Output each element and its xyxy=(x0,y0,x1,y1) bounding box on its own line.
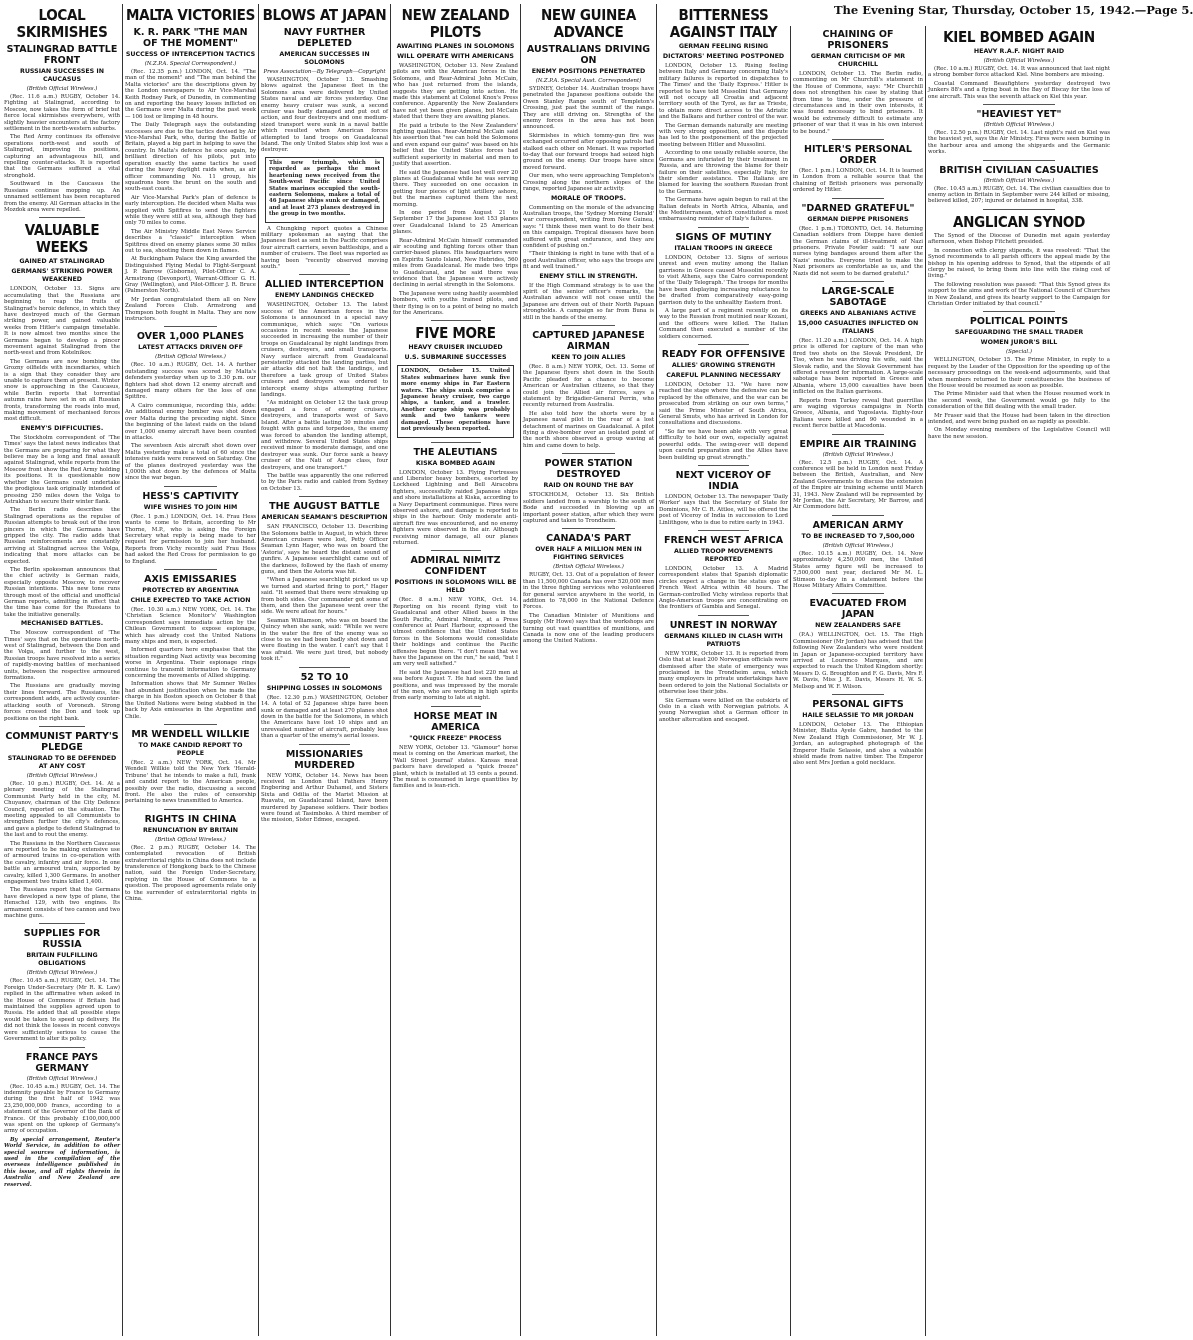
article-headline: KIEL BOMBED AGAIN xyxy=(943,28,1095,46)
article-paragraph: (Rec. 10.15 a.m.) RUGBY, Oct. 14. Now approximately 4,250,000 men, the United States army figure will be increased to 7,500,000 next year, declared Mr M. L. Stimson to-day in a statement before the House Military Affairs Committee. xyxy=(793,550,923,589)
article-deck: RENUNCIATION BY BRITAIN xyxy=(142,826,239,834)
article-deck: "QUICK FREEZE" PROCESS xyxy=(409,734,502,742)
article-paragraph: (Rec. 8 a.m.) NEW YORK, Oct. 13. Some of the Japanese flyers shot down in the South Pacific pleaded for a chance to become American or Australian citizens, so that they could join the Allied air forces, says a statement by Brigadier-General Perrin, who recently returned from Australia. xyxy=(523,364,654,409)
article-subheadline: MISSIONARIES MURDERED xyxy=(285,748,364,771)
article-deck: TO MAKE CANDID REPORT TO PEOPLE xyxy=(138,741,243,757)
divider xyxy=(164,724,216,725)
article-paragraph: In one period from August 21 to September 17 the Japanese lost 153 planes over Guadalcanal Island to 25 American planes. xyxy=(393,209,518,236)
article-deck: AWAITING PLANES IN SOLOMONS xyxy=(396,43,515,50)
divider xyxy=(299,274,350,275)
divider xyxy=(431,706,481,707)
article-deck: NEW ZEALANDERS SAFE xyxy=(815,622,901,630)
article-paragraph: Mr Fraser said that the House had been taken in the direction intended, and were being pushed on as rapidly as possible. xyxy=(928,412,1110,425)
divider xyxy=(164,809,216,810)
article-headline: BITTERNESS AGAINST ITALY xyxy=(669,6,778,41)
article-paragraph: (Rec. 10 a.m.) RUGBY, Oct. 14. A further outstanding success was scored by Malta's defenders yesterday when up to 3.30 p.m. our fighters had shot down 12 enemy aircraft and damaged many others for the loss of one Spitfire. xyxy=(125,362,256,401)
article-deck: BRITAIN FULFILLING OBLIGATIONS xyxy=(26,952,98,968)
article-paragraph: WASHINGTON, October 13. Smashing blows against the Japanese fleet in the Solomons area were delivered by United States naval and air forces yesterday. One enemy heavy cruiser was sunk, a second cruiser was badly damaged and put out of action, and four destroyers and one medium-sized transport were sunk in a naval battle which resulted when American forces attempted to land troops on Guadalcanal Island. The only United States ship lost was a destroyer. xyxy=(261,77,388,154)
article-paragraph: Our men, who were approaching Templeton's Crossing along the northern slopes of the range, reported Japanese air activity. xyxy=(523,173,654,193)
divider xyxy=(983,311,1056,312)
article-paragraph: (Rec. 1 p.m.) LONDON, Oct. 14. It is learned in London from a reliable source that the chaining of British prisoners was personally ordered by Hitler. xyxy=(793,168,923,194)
column-5 xyxy=(520,4,656,1336)
article-paragraph: (Rec. 12.5 p.m.) RUGBY, Oct. 14. A conference will be held in London next Friday between the British, Australian, and New Zealand Governments to discuss the extension of the Empire air training scheme until March 31, 1943. New Zealand will be represented by Mr Jordan, the Air Secretary, Mr Barrow, and Air Commodore Isitt. xyxy=(793,459,923,511)
column-2 xyxy=(122,4,258,1336)
article-subheadline: MR WENDELL WILLKIE xyxy=(131,728,250,740)
article-subheadline: AXIS EMISSARIES xyxy=(144,574,237,585)
article-paragraph: NEW YORK, October 13. It is reported from Oslo that at least 200 Norwegian officials were dismissed after the state of emergency was proclaimed in the Trondheim area, which many employers in private undertakings have been ordered to join the National Socialists or otherwise lose their jobs. xyxy=(659,650,788,696)
article-subheadline: NEXT VICEROY OF INDIA xyxy=(675,469,772,492)
divider xyxy=(832,694,884,695)
article-paragraph: A large part of a regiment recently on its way to the Russian front mutinied near Kozani, and the officers were killed. The Italian Command then executed a number of the soldiers concerned. xyxy=(659,308,788,340)
article-paragraph: LONDON, October 13. The Ethiopian Minister, Blatta Ayele Gabre, handed to the New Zealand High Commissioner, Mr W. J. Jordan, an autographed photograph of the Emperor Haile Selassie, and also a valuable shield made from native timber. The Emperor also sent Mrs Jordan a gold necklace. xyxy=(793,721,923,767)
divider xyxy=(299,496,350,497)
article-subheadline: ALLIED INTERCEPTION xyxy=(265,279,384,291)
article-paragraph: The Germans are now bombing the Grozny oilfields with incendiaries, which is a sign that they consider they are unable to capture them at present. Winter snow is approaching in the Caucasus, while Berlin reports that torrential autumn rains have set in on all Russian fronts, transforming the roads into mud, making movement of mechanised forces most difficult. xyxy=(4,358,120,423)
article-paragraph: Skirmishes in which tommy-gun fire was exchanged occurred after opposing patrols had stalked each other on Menari. It was reported to-day that our forward troops had seized high ground on the enemy. Our troops have since moved forward. xyxy=(523,132,654,171)
article-subheadline: EMPIRE AIR TRAINING xyxy=(799,438,917,450)
article-paragraph: Mr Jordan congratulated them all on New Zealand Forces Club. Armstrong and Thompson both fought in Malta. They are now instructors. xyxy=(125,296,256,323)
article-paragraph: If the High Command strategy is to use the spirit of the senior officer's remarks, the Australian advance will not cease until the Japanese are driven out of their North Papuan strongholds. A campaign so far from Buna is still in the hands of the enemy. xyxy=(523,282,654,321)
article-paragraph: (Rec. 10 a.m.) RUGBY, Oct. 14. It was announced that last night a strong bomber force attacked Kiel. Nine bombers are missing. xyxy=(928,66,1110,79)
article-deck: WOMEN JUROR'S BILL xyxy=(980,339,1058,347)
article-deck: SHIPPING LOSSES IN SOLOMONS xyxy=(266,684,383,692)
dateline: Press Association—By Telegraph—Copyright xyxy=(263,69,386,75)
dateline: (N.Z.P.A. Special Correspondent.) xyxy=(144,61,237,67)
article-subheadline: PERSONAL GIFTS xyxy=(812,698,904,710)
article-paragraph: The Canadian Minister of Munitions and Supply (Mr Howe) says that the workshops are turning out vast quantities of munitions, and Canada is now one of the leading producers among the United Nations. xyxy=(523,612,654,645)
boxed-paragraph: This new triumph, which is regarded as perhaps the most heartening news received from the South-west Pacific since United States marines occupied the south-eastern Solomons, makes a total of 46 Japanese ships sunk or damaged, and at least 273 planes destroyed in the group in two months. xyxy=(269,159,380,218)
article-paragraph: Reports from Turkey reveal that guerrillas are waging vigorous campaigns in North Greece, Albania, and Yugoslavia. Eighty-four Italians were killed and 90 wounded in a recent fierce battle at Macedonia. xyxy=(793,397,923,430)
article-paragraph: The Russians in the Northern Caucasus are reported to be making extensive use of armoured trains in co-operation with the cavalry, infantry and air force. In one battle an armoured train, supported by cavalry, killed 1,300 Germans. In another engagement two trains killed 1,400. xyxy=(4,840,120,885)
article-paragraph: WELLINGTON, October 15. The Prime Minister, in reply to a request by the Leader of the Opposition for the speeding up of the necessary proceedings on the week-end adjournments, said that when members returned to their constituencies the business of the House would be resumed as soon as possible. xyxy=(928,357,1110,389)
article-paragraph: (Rec. 11.6 a.m.) RUGBY, October 14. Fighting at Stalingrad, according to Moscow, now takes the form of brief but fierce local skirmishes everywhere, with slightly heavier encounters at the factory settlement in the north-western suburbs. xyxy=(4,94,120,133)
article-subheadline: FRENCH WEST AFRICA xyxy=(663,534,784,546)
article-paragraph: LONDON, October 13. Signs of serious unrest and even mutiny among the Italian garrisons in Greece caused Mussolini recently to visit Athens, says the Cairo correspondent of the 'Daily Telegraph.' The troops for months have been displaying increasing reluctance to be drafted from comparatively easy-going garrison duty to the unhealthy Eastern front. xyxy=(659,254,788,306)
article-paragraph: "So far we have been able with very great difficulty to hold our own, especially against powerful odds. The swing-over will depend upon careful preparation and the Allies have been building up great strength." xyxy=(659,428,788,461)
column-3 xyxy=(258,4,390,1336)
article-subheadline: HESS'S CAPTIVITY xyxy=(142,490,239,502)
article-deck: HEAVY R.A.F. NIGHT RAID xyxy=(973,48,1065,55)
article-deck: ENEMY POSITIONS PENETRATED xyxy=(531,68,646,75)
article-deck: GERMANS KILLED IN CLASH WITH PATRIOTS xyxy=(664,632,783,648)
boxed-paragraph: LONDON, October 15. United States submarines have sunk five more enemy ships in Far Eastern waters. The ships sunk comprise a Japanese heavy cruiser, two cargo ships, a tanker, and a trawler. Another cargo ship was probably sunk and two tankers were damaged. These operations have not previously been reported. xyxy=(401,368,510,433)
article-paragraph: He also told how the shorts were by a Japanese naval pilot in the rear of a lost detachment of marines on Guadalcanal. A pilot flying a dive-bomber over an isolated point of the north shore observed a group waving at him and came down to help. xyxy=(523,410,654,449)
article-subheadline: 52 TO 10 xyxy=(300,671,349,683)
article-subheadline: CANADA'S PART xyxy=(546,533,631,545)
article-deck: RUSSIAN SUCCESSES IN CAUCASUS xyxy=(19,68,105,83)
article-paragraph: In connection with clergy stipends, it was resolved: "That the Synod recommends to all parish officers the appeal made by the bishop in his opening address to Synod, that the stipends of all clergy be raised, to bring them into line with the rising cost of living." xyxy=(928,247,1110,280)
article-paragraph: (Rec. 12.30 p.m.) WASHINGTON, October 14. A total of 52 Japanese ships have been sunk or damaged and at least 270 planes shot down in the battle for the Solomons, in which the Americans have lost 10 ships and an unrevealed number of aircraft, probably less than a quarter of the enemy's aerial losses. xyxy=(261,694,388,740)
article-deck: 15,000 CASUALTIES INFLICTED ON ITALIANS xyxy=(797,319,919,335)
article-paragraph: Air Vice-Marshal Park's plan of defence is early interception. He decided when Malta was supplied with Spitfires to send the fighters while they were still at sea, although they had only 70 miles to come. xyxy=(125,194,256,227)
article-paragraph: STOCKHOLM, October 13. Six British soldiers landed from a warship to the south of Bodø and succeeded in blowing up an important power station, after which they were captured and taken to Trondheim. xyxy=(523,492,654,524)
divider xyxy=(698,465,750,466)
column-8 xyxy=(925,26,1112,1336)
article-headline: NEW ZEALAND PILOTS xyxy=(401,6,510,41)
article-subheadline: CAPTURED JAPANESE AIRMAN xyxy=(532,330,645,352)
article-subheadline: NAVY FURTHER DEPLETED xyxy=(283,27,366,49)
article-deck: MORALE OF TROOPS. xyxy=(550,194,627,202)
article-paragraph: Six Germans were killed on the outskirts of Oslo in a clash with Norwegian patriots. A young Norwegian shot a German officer in another altercation and escaped. xyxy=(659,697,788,723)
divider xyxy=(39,1047,85,1048)
divider xyxy=(431,550,481,551)
article-deck: AMERICAN SUCCESSES IN SOLOMONS xyxy=(279,51,370,66)
article-paragraph: (P.A.) WELLINGTON, Oct. 15. The High Commissioner (Mr Jordan) has advised that the following New Zealanders who were resident in Japan or Japanese-occupied territory have arrived at Lourenco Marques, and are expected to reach the United Kingdom shortly: Messrs D. G. Broughton and F. G. Davis, Mrs F. W. Davis, Miss J. E. Davis, Messrs H. W. S. Mellsop and W. F. Wilson. xyxy=(793,632,923,690)
article-paragraph: WASHINGTON, October 13. The latest success of the American forces in the Solomons is announced in a special navy communique, which says: "On various occasions in recent weeks the Japanese succeeded in increasing the number of their troops on Guadalcanal by night landings from cruisers, destroyers, and small transports. Navy surface aircraft from Guadalcanal persistently attacked the landing parties, but air attacks did not halt the landings, and therefore a task group of United States cruisers and destroyers was ordered to intercept enemy ships attempting further landings. xyxy=(261,302,388,399)
dateline: (British Official Wireless.) xyxy=(983,58,1055,64)
divider xyxy=(698,530,750,531)
article-paragraph: The Daily Telegraph says the outstanding successes are due to the tactics devised by Air Vice-Marshal Park, who, during the Battle of Britain, played a big part in helping to save the country. In Malta's defence he once again, by brilliant direction of his pilots, put into operation exactly the same tactics he used during the heavy daylight raids when, as air officer commanding No. 11 group, his squadrons bore the brunt on the south and south-east coasts. xyxy=(125,122,256,193)
article-paragraph: The Berlin radio describes the Stalingrad operations as the repulse of Russian attempts to break out of the iron pincers in which the Germans have gripped the city. The radio adds that Russian reinforcements are constantly arriving at Stalingrad across the Volga, indicating that more attacks can be expected. xyxy=(4,507,120,565)
article-deck: OVER HALF A MILLION MEN IN FIGHTING SERVICES xyxy=(535,546,642,562)
article-paragraph: LONDON, October 13. "We have now reached the stage where the defensive can be replaced by the offensive, and the war can be prosecuted from striking on our own terms," said the Prime Minister of South Africa, General Smuts, who has arrived in London for consultations and discussions. xyxy=(659,382,788,427)
article-deck: TO BE INCREASED TO 7,500,000 xyxy=(801,532,915,540)
divider xyxy=(164,326,216,327)
article-paragraph: (Rec. 10 p.m.) RUGBY, Oct. 14. At a plenary meeting of the Stalingrad Communist Party held in the city, M. Chuyanov, chairman of the City Defence Council, reported on the situation. The meeting appealed to all Communists to strengthen further the city's defences, and gave a pledge to defend Stalingrad to the last and to rout the enemy. xyxy=(4,780,120,839)
article-subheadline: HITLER'S PERSONAL ORDER xyxy=(804,144,912,167)
divider xyxy=(299,667,350,668)
article-paragraph: According to one usually reliable source, the Germans are infuriated by their treatment in Russia, and are throwing the blame for their failure on their satellites, especially Italy, for their slender assistance. The Italians are blamed for leaving the southern Russian front to the Germans. xyxy=(659,150,788,195)
article-deck: WIFE WISHES TO JOIN HIM xyxy=(143,503,238,511)
article-paragraph: LONDON, October 13. Flying Fortresses and Liberator heavy bombers, escorted by Lockheed Lightning and Bell Airacobra fighters, successfully raided Japanese ships and shore installations at Kiska, according to a Navy Department communique. Fires were observed ashore, and damage is reported to ships in the harbour. Only moderate anti-aircraft fire was encountered, and no enemy fighters were observed in the air. Although receiving minor damage, all our planes returned. xyxy=(393,469,518,546)
article-deck: GREEKS AND ALBANIANS ACTIVE xyxy=(799,309,917,317)
article-paragraph: Seaman Williamson, who was on board the Quincy when she sank, said: "While we were in the water the fire of the enemy was so close to us we had been badly shot down and were floating in the water. I can't say that I was afraid. We were just tired, but nobody took it." xyxy=(261,617,388,663)
divider xyxy=(39,923,85,924)
article-deck: KEEN TO JOIN ALLIES xyxy=(551,354,626,361)
dateline: (British Official Wireless.) xyxy=(26,1075,98,1082)
article-headline: BLOWS AT JAPAN xyxy=(262,6,387,24)
article-paragraph: The battle was apparently the one referred to by the Paris radio and cabled from Sydney on October 13. xyxy=(261,472,388,492)
divider xyxy=(698,615,750,616)
article-deck: STALINGRAD TO BE DEFENDED AT ANY COST xyxy=(7,754,117,770)
article-subheadline: ADMIRAL NIMITZ CONFIDENT xyxy=(410,555,501,578)
divider xyxy=(983,160,1056,161)
article-paragraph: He paid a tribute to the New Zealanders' fighting qualities. Rear-Admiral McCain said his assertion that "we can hold the Solomons and even expand our gains" was based on his belief that the United States forces had sufficient superiority in material and men to justify that assertion. xyxy=(393,122,518,168)
divider xyxy=(983,209,1056,210)
article-paragraph: LONDON, October 13. The newspaper 'Daily Worker' says that the Secretary of State for Dominions, Mr C. R. Attlee, will be offered the post of Viceroy of India in succession to Lord Linlithgow, who is due to retire early in 1943. xyxy=(659,493,788,526)
article-paragraph: (Rec. 10.45 a.m.) RUGBY, Oct. 14. The civilian casualties due to enemy action in Britain in September were 244 killed or missing, believed killed, 207; injured or detained in hospital, 338. xyxy=(928,185,1110,205)
dateline: (British Official Wireless.) xyxy=(26,86,98,92)
article-deck: PROTECTED BY ARGENTINA xyxy=(142,587,239,594)
boxed-summary xyxy=(397,365,514,437)
article-paragraph: The Russians report that the Germans have developed a new type of plane, the Henschel 129, with two engines. Its armament consists of two cannon and two machine guns. xyxy=(4,887,120,920)
divider xyxy=(832,281,884,282)
article-paragraph: The Moscow correspondent of 'The Times' says that on the operations north-west of Stalingrad, between the Don and the Volga, and further to the west, Russian troops have resolved into a series of rapidly-moving battles of mechanised units, between the respective armoured formations. xyxy=(4,630,120,682)
dateline: (British Official Wireless.) xyxy=(155,354,226,361)
article-subheadline: SUPPLIES FOR RUSSIA xyxy=(23,928,101,951)
article-paragraph: "When a Japanese searchlight picked us up we turned and started firing to port," Hager said. "It seemed that there were streaking up from both sides. Our commander got some of them, and then the Japanese went over the side. We were afloat for hours." xyxy=(261,577,388,616)
article-headline: MALTA VICTORIES xyxy=(125,6,256,24)
article-deck: ITALIAN TROOPS IN GREECE xyxy=(674,244,773,252)
article-deck: KISKA BOMBED AGAIN xyxy=(415,459,496,467)
divider xyxy=(431,442,481,443)
article-subheadline: STALINGRAD BATTLE FRONT xyxy=(6,44,118,66)
article-paragraph: (Rec. 10.45 a.m.) RUGBY, Oct. 14. The indemnity payable by France to Germany during the first half of 1942 was 23,250,000,000 francs, according to a statement of the Governor of the Bank of France. Of this probably £100,000,000 was spent on the upkeep of Germany's army of occupation. xyxy=(4,1083,120,1135)
article-subheadline: K. R. PARK "THE MAN OF THE MOMENT" xyxy=(133,27,248,49)
article-paragraph: (Rec. 2 p.m.) RUGBY, October 14. The contemplated revocation of British extraterritorial rights in China does not include transference of Hongkong back to the Chinese nation, said the Foreign Under-Secretary, replying in the House of Commons to a question. The proposed agreements relate only to the surrender of extraterritorial rights in China. xyxy=(125,844,256,902)
article-deck: LATEST ATTACKS DRIVEN OFF xyxy=(138,344,243,352)
article-subheadline: READY FOR OFFENSIVE xyxy=(661,349,786,361)
article-paragraph: The Prime Minister said that when the House resumed work in the second week, the Government would go fully to the consideration of the Bill dealing with the small trader. xyxy=(928,391,1110,411)
article-paragraph: LONDON, October 13. Rising feeling between Italy and Germany concerning Italy's military failures is reported in dispatches to 'The Times' and the 'Daily Express.' Hitler is reported to have told Mussolini that Germany will not occupy all Croatia and adjacent territory south of the Tyrol, as far as Trieste, to obtain more direct access to the Adriatic and the Balkans and further control of the war. xyxy=(659,63,788,121)
article-paragraph: He said the Japanese had lost well over 20 planes at Guadalcanal while he was serving there. They suceeded on one occasion in getting four pieces of light artillery ashore, but the marines captured them the next morning. xyxy=(393,169,518,208)
article-subheadline: BRITISH CIVILIAN CASUALTIES xyxy=(939,164,1099,176)
article-paragraph: (Rec. 10.30 a.m.) NEW YORK, Oct. 14. The 'Christian Science Monitor's' Washington correspondent says immediate action by the Chilean Government to expose espionage, which has already cost the United Nations many ships and men, is expected. xyxy=(125,607,256,646)
article-paragraph: A Chungking report quotes a Chinese military spokesman as saying that the Japanese fleet as sent in the Pacific comprises four aircraft carriers, seven battleships, and a number of cruisers. The fleet was reported as having been "recently observed moving south." xyxy=(261,225,388,270)
article-deck: POSITIONS IN SOLOMONS WILL BE HELD xyxy=(394,579,517,595)
divider xyxy=(832,139,884,140)
article-paragraph: At Buckingham Palace the King awarded the Distinguished Flying Medal to Flight-Sergeant J. P. Barrow (Gisborne), Pilot-Officer C. A. Armstrong (Devonport), Warrant-Officer G. H. Gray (Wellington), and Pilot-Officer J. R. Bruce (Palmerston North). xyxy=(125,256,256,295)
article-subheadline: THE ALEUTIANS xyxy=(413,446,498,458)
dateline: (British Official Wireless.) xyxy=(155,836,226,843)
divider xyxy=(698,227,750,228)
article-paragraph: The Red Army continues its offensive operations north-west and south of Stalingrad, improving its positions, capturing an advantageous hill, and repelling counter-attacks. It is reported that the Germans suffered a vital stronghold. xyxy=(4,134,120,179)
article-paragraph: The seventeen Axis aircraft shot down over Malta yesterday make a total of 60 since the intensive raids were renewed on Saturday. One of the planes destroyed yesterday was the 1,000th shot down by the defences of Malta since the war began. xyxy=(125,443,256,482)
divider xyxy=(562,325,614,326)
divider xyxy=(299,744,350,745)
article-paragraph: "As midnight on October 12 the task group engaged a force of enemy cruisers, destroyers, and transports west of Savo Island. After a battle lasting 30 minutes and fought with guns and torpedoes, the enemy was forced to abandon the landing attempt, and withdrew. Several United States ships received minor to moderate damage, and one destroyer was sunk. Our force sank a heavy cruiser of the Nati of Ange class, four destroyers, and one transport." xyxy=(261,400,388,471)
dateline: (British Official Wireless.) xyxy=(26,772,98,779)
page-header: The Evening Star, Thursday, October 15, 1942.—Page 5. xyxy=(834,3,1193,17)
article-deck: SAFEGUARDING THE SMALL TRADER xyxy=(954,329,1084,337)
article-paragraph: LONDON, October 13. The Berlin radio, commenting on Mr Churchill's statement in the House of Commons, says: "Mr Churchill does not strengthen his case by stating that from time to time, under the pressure of circumstances and in their own interests, it was found necessary to bind prisoners. It would be extremely difficult to estimate any prisoner of war that it was in his own interest to be bound." xyxy=(793,71,923,135)
divider xyxy=(983,104,1056,105)
article-subheadline: RIGHTS IN CHINA xyxy=(144,813,237,825)
article-paragraph: The Japanese were using hastily assembled bombers, with youths trained pilots, and their flying is on to a point of being no match for the Americans. xyxy=(393,290,518,317)
article-subheadline: POWER STATION DESTROYED xyxy=(544,458,633,481)
article-deck: SUCCESS OF INTERCEPTION TACTICS xyxy=(125,51,256,58)
article-paragraph: (Rec. 2 a.m.) NEW YORK, Oct. 14. Mr Wendell Willkie told the New York 'Herald-Tribune' that he intends to make a full, frank and candid report to the American people, possibly over the radio, discussing a second front. He also the rules of censorship pertaining to news transmitted to America. xyxy=(125,759,256,805)
divider xyxy=(562,453,614,454)
article-deck: HEAVY CRUISER INCLUDED xyxy=(408,344,503,352)
divider xyxy=(832,593,884,594)
article-subheadline: AUSTRALIANS DRIVING ON xyxy=(526,44,651,66)
dateline: (British Official Wireless.) xyxy=(553,564,624,571)
article-subheadline: OVER 1,000 PLANES xyxy=(136,331,245,343)
article-headline: FIVE MORE xyxy=(415,324,496,343)
article-paragraph: (Rec. 8 a.m.) NEW YORK, Oct. 14. Reporting on his recent flying visit to Guadalcanal and other Allied bases in the South Pacific, Admiral Nimitz, at a Press conference at Pearl Harbour, expressed the utmost confidence that the United States forces in the Solomons would consolidate their holdings and continue the Pacific offensive begun there. "I don't mean that we have the Japanese on the run," he said, "but I am very well satisfied." xyxy=(393,597,518,668)
article-headline: NEW GUINEA ADVANCE xyxy=(540,6,637,41)
dateline: (British Official Wireless.) xyxy=(983,122,1055,129)
article-subheadline: CHAINING OF PRISONERS xyxy=(822,29,894,51)
boxed-summary xyxy=(265,157,384,223)
divider xyxy=(832,515,884,516)
divider xyxy=(832,198,884,199)
article-deck: ENEMY LANDINGS CHECKED xyxy=(274,292,374,300)
article-deck: U.S. SUBMARINE SUCCESSES xyxy=(404,354,507,362)
article-deck: CAREFUL PLANNING NECESSARY xyxy=(666,372,781,380)
dateline: (British Official Wireless.) xyxy=(983,177,1055,184)
article-paragraph: WASHINGTON, October 13. New Zealand pilots are with the American forces in the Solomons, and Rear-Admiral John McCain, who has just returned from the islands, suggests they are getting into action. He made this statement at Colonel Knox's Press conference. Apparently the New Zealanders have not yet been given planes, but McCain stated that there they are awaiting planes. xyxy=(393,63,518,121)
article-paragraph: LONDON, October 13. Signs are accumulating that the Russians are beginning to reap the fruits of Stalingrad's heroic defence, in which they have destroyed much of the German striking power, and gained valuable weeks from Hitler's campaign timetable. It is now almost two months since the Germans began to develop a pincer movement against Stalingrad from the north-west and from Kotelnikov. xyxy=(4,286,120,357)
copyright-note: By special arrangement, Reuter's World Service, in addition to other special sources of information, is used in the compilation of the overseas intelligence published in this issue, and all rights therein in Australia and New Zealand are reserved. xyxy=(4,1136,120,1188)
article-headline: VALUABLE WEEKS xyxy=(24,221,100,257)
article-subheadline: "DARNED GRATEFUL" xyxy=(801,202,915,214)
article-paragraph: (Rec. 10.45 a.m.) RUGBY, Oct. 14. The Foreign Under-Secretary (Mr R. K. Law) replied in the affirmative when asked in the House of Commons if Britain had maintained the supplies agreed upon to Russia. He added that all possible steps would be taken to speed up delivery. He did not think the losses in recent convoys were sufficiently serious to cause the Government to alter its policy. xyxy=(4,978,120,1043)
article-paragraph: NEW YORK, October 13. "Glamour" horse meat is coming on the American market, the 'Wall Street Journal' states. Kansas meat packers have developed a "quick freeze" plant, which is installed at 15 cents a pound. The meat is consumed in large quantities by families and is lean-rich. xyxy=(393,744,518,790)
article-deck: HAILE SELASSIE TO MR JORDAN xyxy=(802,711,914,719)
dateline: (Special.) xyxy=(1006,349,1032,356)
dateline: (British Official Wireless.) xyxy=(822,451,894,458)
article-paragraph: SYDNEY, October 14. Australian troops have penetrated the Japanese positions outside the Owen Stanley Range south of Templeton's Crossing, just past the summit of the range. They are still driving on. Strengths of the enemy forces in the area has not been announced. xyxy=(523,86,654,131)
column-7 xyxy=(790,26,925,1336)
article-paragraph: LONDON, October 13. A Madrid correspondent states that Spanish diplomatic circles expect a change in the status quo of French West Africa within 48 hours. The German-controlled Vichy wireless reports that Anglo-American troops are concentrating on the frontiers of Gambia and Senegal. xyxy=(659,565,788,611)
article-deck: GERMANS' STRIKING POWER WEAKENED xyxy=(11,268,113,284)
article-subheadline: COMMUNIST PARTY'S PLEDGE xyxy=(5,730,119,753)
article-paragraph: RUGBY, Oct. 13. Out of a population of fewer than 11,500,000 Canada has over 520,000 men in the three fighting services who volunteered for general service anywhere in the world, in addition to 78,000 in the National Defence Forces. xyxy=(523,572,654,611)
article-deck: WILL OPERATE WITH AMERICANS xyxy=(397,53,514,60)
article-subheadline: THE AUGUST BATTLE xyxy=(269,501,380,513)
article-deck: GERMAN DIEPPE PRISONERS xyxy=(807,215,909,223)
article-deck: ENEMY'S DIFFICULTIES. xyxy=(20,424,104,432)
article-deck: ENEMY STILL IN STRENGTH. xyxy=(539,272,638,280)
article-paragraph: Rear-Admiral McCain himself commanded air scouting and fighting forces other than carrier-based planes. His headquarters were on Espiritu Santo Island, New Hebrides, 560 miles from Guadalcanal. He made two trips to Guadalcanal, and he said there was evidence that the Japanese were actively declining in aerial strength in the Solomons. xyxy=(393,237,518,289)
article-paragraph: (Rec. 12.50 p.m.) RUGBY, Oct. 14. Last night's raid on Kiel was the heaviest yet, says the Air Ministry. Fires were seen burning in the harbour area and among the shipyards and the Germanic works. xyxy=(928,130,1110,156)
divider xyxy=(164,486,216,487)
article-paragraph: (Rec. 12.35 p.m.) LONDON, Oct. 14. "The man of the moment" and "The man behind the Malta victories" are the descriptions given by the London newspapers to Air Vice-Marshal Keith Rodney Park, of Dunedin, in commenting on and reporting the heavy losses inflicted on the Germans over Malta during the past week — 106 lost or limping in 48 hours. xyxy=(125,69,256,120)
article-subheadline: HORSE MEAT IN AMERICA xyxy=(413,710,498,733)
article-subheadline: LARGE-SCALE SABOTAGE xyxy=(821,285,895,308)
dateline: (N.Z.P.A. Special Aust. Correspondent) xyxy=(535,78,642,84)
article-paragraph: The following resolution was passed: "That this Synod gives its support to the aims and work of the National Council of Churches in New Zealand, and gives its hearty support to the Campaign for Christian Order initiated by that council." xyxy=(928,281,1110,307)
article-headline: LOCAL SKIRMISHES xyxy=(16,6,108,41)
column-4 xyxy=(390,4,520,1336)
article-deck: CHILE EXPECTED TO TAKE ACTION xyxy=(130,597,251,604)
article-deck: ALLIED TROOP MOVEMENTS REPORTED xyxy=(674,547,773,563)
article-paragraph: (Rec. 1 p.m.) LONDON, Oct. 14. Frau Hess wants to come to Britain, according to Mr Thorne, M.P., who is asking the Foreign Secretary what reply is being made to her request for permission to join her husband. Reports from Vichy recently said Frau Hess had asked the Red Cross for permission to go to England. xyxy=(125,513,256,565)
divider xyxy=(164,569,216,570)
article-paragraph: A Cairo communique, recording this, adds: An additional enemy bomber was shot down over Malta during the preceding night. Since the beginning of the latest raids on the island over 1,000 enemy aircraft have been counted in attacks. xyxy=(125,402,256,441)
article-deck: ALLIES' GROWING STRENGTH xyxy=(671,362,776,370)
divider xyxy=(39,217,85,218)
article-deck: RAID ON ROUND THE BAY xyxy=(543,482,634,490)
article-paragraph: The German demands naturally are meeting with very strong opposition, and the dispute has led to the postponement of the projected meeting between Hitler and Mussolini. xyxy=(659,122,788,148)
column-6 xyxy=(656,4,790,1336)
divider xyxy=(698,344,750,345)
dateline: (British Official Wireless.) xyxy=(822,542,894,549)
divider xyxy=(832,434,884,435)
article-paragraph: Southward in the Caucasus the Russians continue mopping up. An unnamed settlement has been recaptured from the enemy. All German attacks in the Mozdok area were repelled. xyxy=(4,181,120,213)
article-paragraph: He said the Japanese had lost 220 men at sea before August 7. He had seen the land positions, and was impressed by the morale of the men, who are working in high spirits from early morning to late at night. xyxy=(393,669,518,702)
article-paragraph: Coastal Command Beaufighters yesterday destroyed two Junkers 88's and a flying boat in the Bay of Biscay for the loss of one aircraft. This was the seventh attack on Kiel this year. xyxy=(928,80,1110,100)
article-paragraph: The Air Ministry Middle East News Service describes a "classic" interception when Spitfires dived on enemy planes some 30 miles out to sea, shooting them down in flames. xyxy=(125,228,256,254)
article-deck: AMERICAN SEAMAN'S DESCRIPTION xyxy=(261,514,388,522)
article-paragraph: The Synod of the Diocese of Dunedin met again yesterday afternoon, when Bishop Fitchett presided. xyxy=(928,232,1110,246)
article-paragraph: Commenting on the morale of the advancing Australian troops, the 'Sydney Morning Herald' war correspondent, writing from New Guinea, says: "I think these men want to do their best on this campaign. Tropical diseases have been suffered with great endurance, and they are confident of pushing on." xyxy=(523,204,654,249)
article-subheadline: "HEAVIEST YET" xyxy=(976,109,1062,121)
divider xyxy=(562,528,614,529)
article-deck: GERMAN FEELING RISING xyxy=(678,43,769,50)
article-paragraph: The Russians are gradually moving their lines forward. The Russians, the correspondent adds, are actively counter-attacking south of Voronezh. Strong forces crossed the Don and took up positions on the right bank. xyxy=(4,683,120,722)
article-paragraph: The Germans have again begun to rail at the Italian defeats in North Africa, Albania, and the Mediterranean, which constituted a most embarrassing reminder of Italy's failures. xyxy=(659,197,788,223)
divider xyxy=(431,320,481,321)
divider xyxy=(39,726,85,727)
article-deck: GERMAN CRITICISM OF MR CHURCHILL xyxy=(810,53,906,68)
article-paragraph: The Berlin spokesman announces that the chief activity is German raids, especially opposite Moscow, to recover Russian intentions. This new tone runs through most of the official and unofficial German reports, admitting in effect that the time has come for the Russians to take the initiative generally. xyxy=(4,566,120,618)
article-deck: MECHANISED BATTLES. xyxy=(20,620,104,628)
article-subheadline: EVACUATED FROM JAPAN xyxy=(809,598,907,621)
article-paragraph: The Stockholm correspondent of 'The Times' says the latest news indicates that the Germans are preparing for what they believe may be a long and final assault against Stalingrad, while reports from the Moscow front show the Red Army holding its positions. It is questionable now whether the Germans could undertake the prodigious task originally intended of pressing 250 miles down the Volga to Astrakhan to secure their winter flank. xyxy=(4,434,120,505)
article-deck: DICTATORS' MEETING POSTPONED xyxy=(662,53,785,60)
column-1 xyxy=(2,4,122,1336)
article-paragraph: Information shows that Mr Sumner Welles had abundant justification when he made the charge in his Boston speech on October 8 that the United Nations were being stabbed in the back by Axis emissaries in the Argentine and Chile. xyxy=(125,681,256,720)
article-subheadline: UNREST IN NORWAY xyxy=(669,619,778,631)
article-deck: GAINED AT STALINGRAD xyxy=(19,258,105,266)
article-paragraph: (Rec. 1 p.m.) TORONTO, Oct. 14. Returning Canadian soldiers from Dieppe have denied the German claims of ill-treatment of Nazi prisoners. Private Fowler said: "I saw our nurses tying bandages around them after the Nazis' mouths. Everyone tried to make the Nazi prisoners as comfortable as us, and the Nazis did not seem to be darned grateful." xyxy=(793,225,923,277)
article-paragraph: (Rec. 11.20 a.m.) LONDON, Oct. 14. A high price is offered for capture of the man who fired two shots on the Slovak President, Dr Tiso, when he was driving his wife, said the Slovak radio, and the Slovak Government has offered a reward for information. A large-scale sabotage has been reported in Greece and Albania, where 15,000 casualties have been inflicted on the Italian garrisons. xyxy=(793,337,923,396)
article-paragraph: SAN FRANCISCO, October 13. Describing the Solomons battle in August, in which three American cruisers were lost, Petty Officer Seaman Lynn Hager, who was on board the 'Astoria', says he heard the distant sound of gunfire. A Japanese searchlight came out of the darkness, followed by the flash of enemy guns, and then the Astoria was hit. xyxy=(261,524,388,575)
dateline: (British Official Wireless.) xyxy=(26,970,98,977)
article-headline: ANGLICAN SYNOD xyxy=(952,212,1086,231)
article-paragraph: NEW YORK, October 14. News has been received in London that Fathers Henry Engbering and Arthur Duhamel, and Sisters Sixta and Odilia of the Marist Mission at Ruavatu, on Guadalcanal Island, have been murdered by Japanese soldiers. Their bodies were found at Tasimboko. A third member of the mission, Sister Edmee, escaped. xyxy=(261,772,388,824)
article-subheadline: SIGNS OF MUTINY xyxy=(675,231,772,243)
article-subheadline: FRANCE PAYS GERMANY xyxy=(25,1051,99,1074)
article-subheadline: POLITICAL POINTS xyxy=(969,316,1069,328)
article-paragraph: Informed quarters here emphasise that the situation regarding Nazi activity was becoming worse in Argentina. Their espionage rings continue to transmit information to Germany concerning the movements of Allied shipping. xyxy=(125,647,256,680)
article-paragraph: On Monday evening members of the Legislative Council will have the new session. xyxy=(928,427,1110,440)
article-subheadline: AMERICAN ARMY xyxy=(812,519,904,531)
article-paragraph: "Their thinking is right in tune with that of a good Australian officer, who says the troops are fit and well trained." xyxy=(523,251,654,271)
